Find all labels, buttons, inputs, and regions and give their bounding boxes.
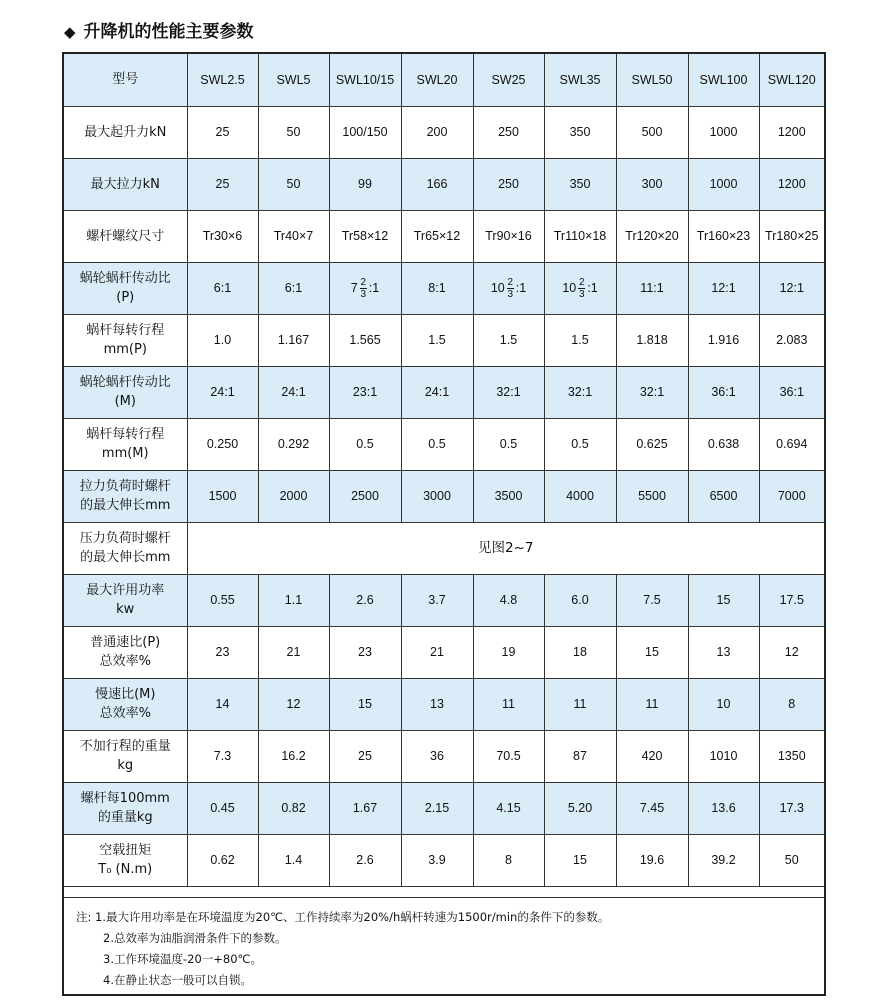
header-model: SWL50 [616, 54, 688, 106]
table-row [64, 626, 824, 678]
table-cell: 13 [688, 626, 759, 678]
table-cell: Tr30×6 [187, 210, 258, 262]
table-cell: 87 [544, 730, 616, 782]
notes-block [64, 897, 824, 994]
table-cell: 12:1 [759, 262, 824, 314]
table-cell: 2.6 [329, 574, 401, 626]
table-cell: 0.625 [616, 418, 688, 470]
table-cell: 24:1 [187, 366, 258, 418]
table-cell: 16.2 [258, 730, 329, 782]
table-cell: 0.638 [688, 418, 759, 470]
row-label [64, 730, 187, 782]
table-cell: Tr65×12 [401, 210, 473, 262]
table-cell: 1.916 [688, 314, 759, 366]
row-label [64, 834, 187, 886]
spec-table-frame [62, 52, 826, 996]
table-cell: 350 [544, 158, 616, 210]
table-cell: 0.5 [329, 418, 401, 470]
table-cell: 13 [401, 678, 473, 730]
table-cell: 1000 [688, 158, 759, 210]
fraction [578, 277, 585, 300]
row-label-line: 慢速比(M) [95, 687, 156, 702]
table-cell: 11 [473, 678, 544, 730]
table-cell: 1500 [187, 470, 258, 522]
table-cell: 7.5 [616, 574, 688, 626]
table-cell: 1.5 [473, 314, 544, 366]
table-cell: 23:1 [329, 366, 401, 418]
table-cell: 3000 [401, 470, 473, 522]
row-label-line: (P) [116, 290, 135, 305]
table-row [64, 418, 824, 470]
table-row [64, 366, 824, 418]
row-label [64, 262, 187, 314]
header-model: SWL5 [258, 54, 329, 106]
table-cell: 23 [329, 626, 401, 678]
table-cell: 2000 [258, 470, 329, 522]
table-cell: 100/150 [329, 106, 401, 158]
row-label-line: 普通速比(P) [90, 635, 161, 650]
table-header-row [64, 54, 824, 106]
table-cell: 0.694 [759, 418, 824, 470]
table-cell: 50 [258, 106, 329, 158]
table-row [64, 678, 824, 730]
table-cell: 1.818 [616, 314, 688, 366]
table-cell: 11 [616, 678, 688, 730]
table-cell: 1.1 [258, 574, 329, 626]
table-cell: 420 [616, 730, 688, 782]
table-cell: 12 [258, 678, 329, 730]
table-cell: 36 [401, 730, 473, 782]
row-label-line: 蜗轮蜗杆传动比 [79, 375, 171, 390]
fraction-tail: :1 [515, 281, 527, 295]
fraction-denominator: 3 [360, 288, 367, 300]
table-cell: 21 [258, 626, 329, 678]
table-cell: 0.62 [187, 834, 258, 886]
table-row [64, 158, 824, 210]
table-cell: 14 [187, 678, 258, 730]
table-cell: 0.5 [401, 418, 473, 470]
fraction-whole: 10 [490, 281, 505, 295]
table-cell: 2.15 [401, 782, 473, 834]
table-cell: 300 [616, 158, 688, 210]
fraction-numerator: 2 [360, 276, 367, 288]
row-label [64, 366, 187, 418]
table-cell [544, 262, 616, 314]
row-label [64, 470, 187, 522]
table-cell: 1.565 [329, 314, 401, 366]
table-row [64, 574, 824, 626]
row-label-line: 总效率% [99, 706, 151, 721]
table-row [64, 106, 824, 158]
row-label-line: 总效率% [99, 654, 151, 669]
row-label-line: 的最大伸长mm [80, 550, 171, 565]
table-cell: 15 [329, 678, 401, 730]
table-cell: 0.45 [187, 782, 258, 834]
table-cell: Tr180×25 [759, 210, 824, 262]
table-cell: 15 [544, 834, 616, 886]
row-label [64, 314, 187, 366]
fraction-numerator: 2 [507, 276, 514, 288]
diamond-bullet-icon: ◆ [64, 23, 76, 41]
table-cell: 23 [187, 626, 258, 678]
mixed-fraction [491, 277, 526, 300]
note-line: 2.总效率为油脂润滑条件下的参数。 [103, 931, 287, 945]
table-cell: 1.5 [401, 314, 473, 366]
row-label-line: 的最大伸长mm [80, 498, 171, 513]
row-label: 最大拉力kN [64, 158, 187, 210]
table-cell: 0.55 [187, 574, 258, 626]
fraction [507, 277, 514, 300]
table-cell: 18 [544, 626, 616, 678]
row-label [64, 626, 187, 678]
table-row [64, 262, 824, 314]
table-cell: 166 [401, 158, 473, 210]
table-cell: 4.8 [473, 574, 544, 626]
table-cell: 2.6 [329, 834, 401, 886]
row-label [64, 522, 187, 574]
table-row [64, 834, 824, 886]
row-label-line: kw [116, 602, 135, 617]
header-model: SWL120 [759, 54, 824, 106]
row-label-line: 的重量kg [97, 810, 153, 825]
table-cell: Tr160×23 [688, 210, 759, 262]
table-cell: 1.67 [329, 782, 401, 834]
table-row [64, 522, 824, 574]
fraction-denominator: 3 [578, 288, 585, 300]
section-title-text: 升降机的性能主要参数 [83, 22, 254, 42]
merged-cell: 见图2~7 [187, 522, 824, 574]
mixed-fraction [562, 277, 597, 300]
table-cell: 17.5 [759, 574, 824, 626]
row-label-line: mm(P) [103, 342, 147, 357]
table-cell: 32:1 [473, 366, 544, 418]
fraction-tail: :1 [368, 281, 380, 295]
table-cell: 0.82 [258, 782, 329, 834]
row-label [64, 782, 187, 834]
table-cell: 4000 [544, 470, 616, 522]
note-line: 3.工作环境温度-20一+80℃。 [103, 952, 262, 966]
table-cell: 6500 [688, 470, 759, 522]
table-cell: 8 [759, 678, 824, 730]
row-label [64, 418, 187, 470]
table-cell: 250 [473, 158, 544, 210]
table-cell: 24:1 [401, 366, 473, 418]
fraction-tail: :1 [587, 281, 598, 295]
table-cell: 1200 [759, 106, 824, 158]
table-cell: 500 [616, 106, 688, 158]
table-cell: Tr90×16 [473, 210, 544, 262]
header-model: SWL20 [401, 54, 473, 106]
table-cell: 8:1 [401, 262, 473, 314]
header-model: SWL2.5 [187, 54, 258, 106]
table-cell: 21 [401, 626, 473, 678]
table-cell: 12:1 [688, 262, 759, 314]
row-label-line: 不加行程的重量 [79, 739, 171, 754]
table-cell: 32:1 [616, 366, 688, 418]
table-cell: 6:1 [187, 262, 258, 314]
table-row [64, 470, 824, 522]
header-model: SWL35 [544, 54, 616, 106]
table-cell: 0.292 [258, 418, 329, 470]
table-cell: 12 [759, 626, 824, 678]
table-row [64, 730, 824, 782]
table-cell: 15 [688, 574, 759, 626]
table-cell: 350 [544, 106, 616, 158]
table-cell: 39.2 [688, 834, 759, 886]
table-cell: 1010 [688, 730, 759, 782]
table-cell: 25 [329, 730, 401, 782]
row-label: 螺杆螺纹尺寸 [64, 210, 187, 262]
table-cell [329, 262, 401, 314]
table-cell: 6:1 [258, 262, 329, 314]
table-row [64, 782, 824, 834]
row-label-line: kg [117, 758, 134, 773]
row-label: 最大起升力kN [64, 106, 187, 158]
fraction-whole: 7 [350, 281, 358, 295]
table-cell: 6.0 [544, 574, 616, 626]
row-label-line: 螺杆每100mm [80, 791, 170, 806]
row-label-line: 蜗轮蜗杆传动比 [79, 271, 171, 286]
row-label-line: 蜗杆每转行程 [86, 427, 165, 442]
row-label [64, 678, 187, 730]
table-cell: 0.5 [544, 418, 616, 470]
row-label-line: 拉力负荷时螺杆 [79, 479, 171, 494]
table-cell: 25 [187, 158, 258, 210]
row-label-line: 最大许用功率 [86, 583, 165, 598]
table-cell: 99 [329, 158, 401, 210]
table-cell: 1.167 [258, 314, 329, 366]
table-cell: 70.5 [473, 730, 544, 782]
row-label-line: 空载扭矩 [99, 843, 152, 858]
spec-table [64, 54, 824, 887]
table-cell: 19 [473, 626, 544, 678]
table-cell: 17.3 [759, 782, 824, 834]
table-cell: 32:1 [544, 366, 616, 418]
row-label-line: T₀ (N.m) [98, 862, 153, 877]
table-cell: 0.5 [473, 418, 544, 470]
fraction-numerator: 2 [578, 276, 585, 288]
table-cell: 8 [473, 834, 544, 886]
table-cell: 3.9 [401, 834, 473, 886]
table-cell: 25 [187, 106, 258, 158]
mixed-fraction [351, 277, 379, 300]
fraction-whole: 10 [562, 281, 577, 295]
table-cell: 5500 [616, 470, 688, 522]
table-cell: 4.15 [473, 782, 544, 834]
table-cell: 7000 [759, 470, 824, 522]
table-cell: 24:1 [258, 366, 329, 418]
header-label: 型号 [64, 54, 187, 106]
table-cell: 11:1 [616, 262, 688, 314]
table-row [64, 314, 824, 366]
table-cell: 7.45 [616, 782, 688, 834]
table-cell: 7.3 [187, 730, 258, 782]
table-cell: 50 [759, 834, 824, 886]
table-cell: Tr120×20 [616, 210, 688, 262]
table-cell: 2500 [329, 470, 401, 522]
table-row [64, 210, 824, 262]
table-cell: Tr110×18 [544, 210, 616, 262]
table-cell: 0.250 [187, 418, 258, 470]
table-cell: Tr40×7 [258, 210, 329, 262]
section-title [64, 20, 254, 44]
table-cell: Tr58×12 [329, 210, 401, 262]
row-label [64, 574, 187, 626]
table-cell: 250 [473, 106, 544, 158]
table-cell: 3.7 [401, 574, 473, 626]
table-cell: 1.0 [187, 314, 258, 366]
table-cell: 11 [544, 678, 616, 730]
table-cell: 1350 [759, 730, 824, 782]
note-line: 4.在静止状态一般可以自锁。 [103, 973, 252, 987]
table-cell: 15 [616, 626, 688, 678]
note-line: 注: 1.最大许用功率是在环境温度为20℃、工作持续率为20%/h蜗杆转速为1500r/min的条件下的参数。 [76, 910, 610, 924]
table-cell: 3500 [473, 470, 544, 522]
table-cell: 1.5 [544, 314, 616, 366]
table-cell: 1200 [759, 158, 824, 210]
table-cell: 36:1 [688, 366, 759, 418]
table-cell: 13.6 [688, 782, 759, 834]
header-model: SWL100 [688, 54, 759, 106]
table-cell [473, 262, 544, 314]
table-cell: 50 [258, 158, 329, 210]
header-model: SWL10/15 [329, 54, 401, 106]
fraction [360, 277, 367, 300]
table-cell: 1000 [688, 106, 759, 158]
table-cell: 2.083 [759, 314, 824, 366]
fraction-denominator: 3 [507, 288, 514, 300]
table-cell: 5.20 [544, 782, 616, 834]
row-label-line: (M) [114, 394, 136, 409]
table-cell: 1.4 [258, 834, 329, 886]
row-label-line: mm(M) [101, 446, 149, 461]
table-cell: 10 [688, 678, 759, 730]
table-cell: 36:1 [759, 366, 824, 418]
table-cell: 19.6 [616, 834, 688, 886]
table-cell: 200 [401, 106, 473, 158]
row-label-line: 压力负荷时螺杆 [79, 531, 171, 546]
header-model: SW25 [473, 54, 544, 106]
row-label-line: 蜗杆每转行程 [86, 323, 165, 338]
